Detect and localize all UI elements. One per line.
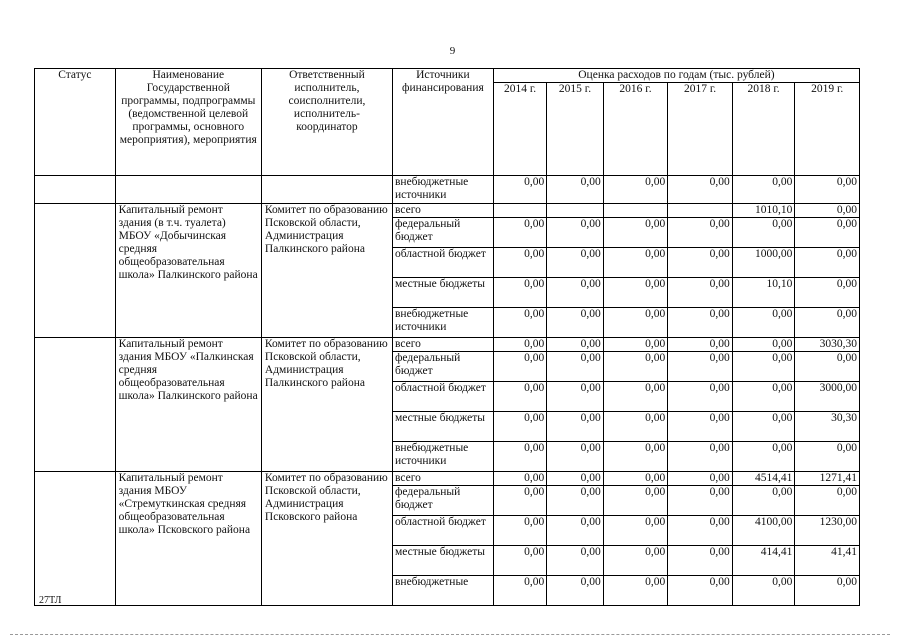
value-cell: 0,00 bbox=[732, 412, 795, 442]
value-cell: 0,00 bbox=[732, 218, 795, 248]
value-cell: 0,00 bbox=[603, 218, 668, 248]
value-cell: 0,00 bbox=[668, 546, 733, 576]
source-cell: местные бюджеты bbox=[392, 546, 493, 576]
value-cell bbox=[668, 204, 733, 218]
value-cell: 0,00 bbox=[668, 516, 733, 546]
header-year: 2018 г. bbox=[732, 83, 795, 176]
value-cell: 0,00 bbox=[603, 338, 668, 352]
value-cell: 0,00 bbox=[668, 442, 733, 472]
value-cell: 1000,00 bbox=[732, 248, 795, 278]
value-cell: 0,00 bbox=[493, 278, 546, 308]
value-cell: 0,00 bbox=[795, 278, 860, 308]
value-cell: 0,00 bbox=[668, 576, 733, 606]
header-responsible: Ответственный исполнитель, соисполнители, исполнитель-координатор bbox=[261, 69, 392, 176]
value-cell bbox=[493, 204, 546, 218]
value-cell: 0,00 bbox=[603, 546, 668, 576]
value-cell: 0,00 bbox=[795, 486, 860, 516]
value-cell: 0,00 bbox=[493, 308, 546, 338]
source-cell: внебюджетные bbox=[392, 576, 493, 606]
value-cell: 41,41 bbox=[795, 546, 860, 576]
value-cell: 0,00 bbox=[547, 176, 603, 204]
status-cell bbox=[35, 204, 116, 338]
value-cell: 0,00 bbox=[795, 352, 860, 382]
value-cell: 0,00 bbox=[732, 308, 795, 338]
value-cell: 0,00 bbox=[547, 278, 603, 308]
value-cell: 0,00 bbox=[547, 576, 603, 606]
value-cell: 3000,00 bbox=[795, 382, 860, 412]
value-cell: 0,00 bbox=[795, 308, 860, 338]
table-row bbox=[35, 472, 860, 486]
status-cell bbox=[35, 338, 116, 472]
value-cell: 0,00 bbox=[603, 412, 668, 442]
value-cell: 0,00 bbox=[603, 472, 668, 486]
value-cell: 0,00 bbox=[493, 486, 546, 516]
value-cell: 30,30 bbox=[795, 412, 860, 442]
source-cell: внебюджетные источники bbox=[392, 308, 493, 338]
value-cell: 0,00 bbox=[547, 308, 603, 338]
source-cell: местные бюджеты bbox=[392, 412, 493, 442]
header-estimate: Оценка расходов по годам (тыс. рублей) bbox=[493, 69, 859, 83]
value-cell: 0,00 bbox=[603, 308, 668, 338]
value-cell: 0,00 bbox=[668, 352, 733, 382]
value-cell: 10,10 bbox=[732, 278, 795, 308]
value-cell bbox=[603, 204, 668, 218]
table-row bbox=[35, 338, 860, 352]
value-cell: 0,00 bbox=[668, 278, 733, 308]
responsible-cell: Комитет по образованию Псковской области, Администрация Псковского района bbox=[261, 472, 392, 606]
value-cell: 0,00 bbox=[668, 248, 733, 278]
value-cell: 414,41 bbox=[732, 546, 795, 576]
value-cell: 0,00 bbox=[795, 576, 860, 606]
source-cell: всего bbox=[392, 472, 493, 486]
value-cell: 0,00 bbox=[795, 218, 860, 248]
value-cell: 0,00 bbox=[547, 516, 603, 546]
header-sources: Источники финансирования bbox=[392, 69, 493, 176]
value-cell: 0,00 bbox=[493, 442, 546, 472]
value-cell: 0,00 bbox=[732, 176, 795, 204]
header-status: Статус bbox=[35, 69, 116, 176]
header-year: 2019 г. bbox=[795, 83, 860, 176]
value-cell: 0,00 bbox=[493, 546, 546, 576]
value-cell: 0,00 bbox=[603, 442, 668, 472]
source-cell: областной бюджет bbox=[392, 382, 493, 412]
name-cell bbox=[115, 176, 261, 204]
value-cell: 0,00 bbox=[493, 338, 546, 352]
source-cell: областной бюджет bbox=[392, 516, 493, 546]
value-cell: 0,00 bbox=[732, 486, 795, 516]
footer-code: 27ТЛ bbox=[39, 595, 62, 606]
value-cell: 0,00 bbox=[668, 176, 733, 204]
value-cell: 0,00 bbox=[547, 412, 603, 442]
value-cell: 0,00 bbox=[493, 218, 546, 248]
source-cell: внебюджетные источники bbox=[392, 442, 493, 472]
responsible-cell: Комитет по образованию Псковской области, Администрация Палкинского района bbox=[261, 338, 392, 472]
value-cell: 0,00 bbox=[668, 382, 733, 412]
value-cell: 0,00 bbox=[493, 176, 546, 204]
value-cell: 0,00 bbox=[668, 338, 733, 352]
value-cell: 0,00 bbox=[795, 442, 860, 472]
value-cell: 0,00 bbox=[547, 546, 603, 576]
value-cell: 0,00 bbox=[547, 382, 603, 412]
value-cell: 0,00 bbox=[547, 486, 603, 516]
value-cell: 0,00 bbox=[493, 412, 546, 442]
value-cell: 0,00 bbox=[732, 576, 795, 606]
source-cell: всего bbox=[392, 338, 493, 352]
value-cell: 0,00 bbox=[668, 472, 733, 486]
header-year: 2014 г. bbox=[493, 83, 546, 176]
value-cell: 1271,41 bbox=[795, 472, 860, 486]
value-cell: 0,00 bbox=[603, 176, 668, 204]
value-cell: 0,00 bbox=[603, 576, 668, 606]
value-cell: 0,00 bbox=[547, 352, 603, 382]
value-cell: 0,00 bbox=[493, 248, 546, 278]
source-cell: местные бюджеты bbox=[392, 278, 493, 308]
responsible-cell bbox=[261, 176, 392, 204]
value-cell: 0,00 bbox=[603, 352, 668, 382]
value-cell: 0,00 bbox=[493, 352, 546, 382]
value-cell: 0,00 bbox=[668, 218, 733, 248]
value-cell: 0,00 bbox=[547, 338, 603, 352]
value-cell: 0,00 bbox=[732, 338, 795, 352]
value-cell: 0,00 bbox=[547, 442, 603, 472]
page-edge-line bbox=[10, 634, 890, 635]
value-cell: 0,00 bbox=[795, 176, 860, 204]
header-year: 2016 г. bbox=[603, 83, 668, 176]
value-cell: 0,00 bbox=[493, 516, 546, 546]
source-cell: всего bbox=[392, 204, 493, 218]
table-row bbox=[35, 176, 860, 204]
value-cell: 4100,00 bbox=[732, 516, 795, 546]
value-cell: 0,00 bbox=[493, 472, 546, 486]
activity-name-cell: Капитальный ремонт здания (в т.ч. туалета) МБОУ «Добычинская средняя общеобразовательная школа» Палкинского района bbox=[115, 204, 261, 338]
table-row bbox=[35, 204, 860, 218]
value-cell: 0,00 bbox=[493, 382, 546, 412]
value-cell: 0,00 bbox=[603, 382, 668, 412]
value-cell: 0,00 bbox=[547, 218, 603, 248]
source-cell: федеральный бюджет bbox=[392, 352, 493, 382]
source-cell: федеральный бюджет bbox=[392, 486, 493, 516]
source-cell: областной бюджет bbox=[392, 248, 493, 278]
value-cell: 4514,41 bbox=[732, 472, 795, 486]
value-cell: 0,00 bbox=[668, 308, 733, 338]
value-cell: 0,00 bbox=[668, 412, 733, 442]
source-cell: федеральный бюджет bbox=[392, 218, 493, 248]
responsible-cell: Комитет по образованию Псковской области, Администрация Палкинского района bbox=[261, 204, 392, 338]
value-cell bbox=[547, 204, 603, 218]
header-name: Наименование Государственной программы, подпрограммы (ведомственной целевой программы, основного мероприятия), мероприятия bbox=[115, 69, 261, 176]
page-number: 9 bbox=[449, 45, 456, 57]
value-cell: 3030,30 bbox=[795, 338, 860, 352]
expenditure-table bbox=[34, 68, 860, 606]
value-cell: 0,00 bbox=[795, 248, 860, 278]
value-cell: 0,00 bbox=[547, 472, 603, 486]
source-cell: внебюджетные источники bbox=[392, 176, 493, 204]
value-cell: 1230,00 bbox=[795, 516, 860, 546]
value-cell: 1010,10 bbox=[732, 204, 795, 218]
activity-name-cell: Капитальный ремонт здания МБОУ «Стремуткинская средняя общеобразовательная школа» Псковского района bbox=[115, 472, 261, 606]
value-cell: 0,00 bbox=[668, 486, 733, 516]
status-cell bbox=[35, 176, 116, 204]
value-cell: 0,00 bbox=[603, 516, 668, 546]
value-cell: 0,00 bbox=[603, 248, 668, 278]
value-cell: 0,00 bbox=[493, 576, 546, 606]
value-cell: 0,00 bbox=[732, 382, 795, 412]
value-cell: 0,00 bbox=[547, 248, 603, 278]
activity-name-cell: Капитальный ремонт здания МБОУ «Палкинская средняя общеобразовательная школа» Палкинского района bbox=[115, 338, 261, 472]
value-cell: 0,00 bbox=[795, 204, 860, 218]
value-cell: 0,00 bbox=[603, 278, 668, 308]
header-year: 2015 г. bbox=[547, 83, 603, 176]
value-cell: 0,00 bbox=[732, 352, 795, 382]
status-cell bbox=[35, 472, 116, 606]
value-cell: 0,00 bbox=[603, 486, 668, 516]
header-year: 2017 г. bbox=[668, 83, 733, 176]
value-cell: 0,00 bbox=[732, 442, 795, 472]
